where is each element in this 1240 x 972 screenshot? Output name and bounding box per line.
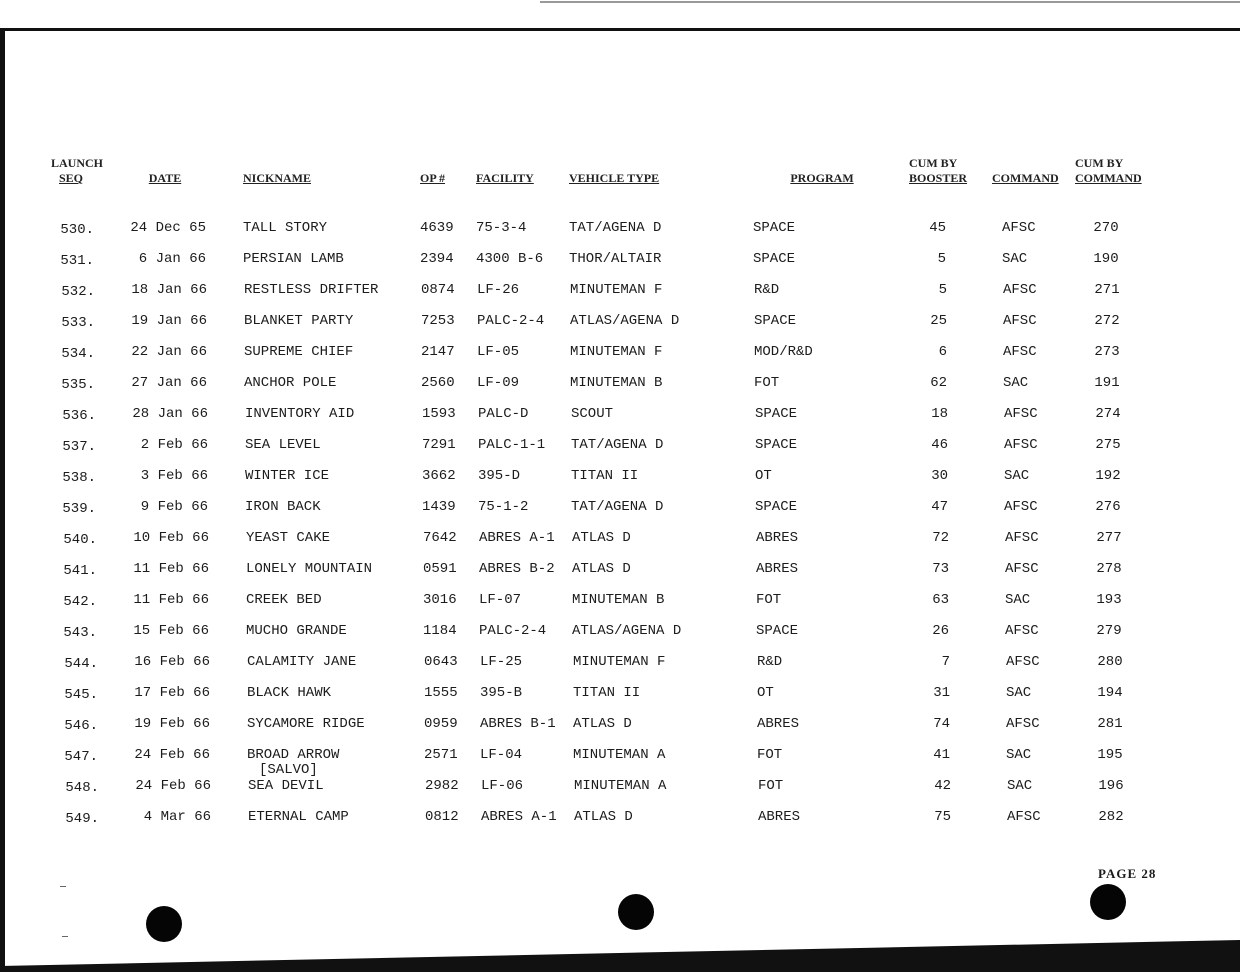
cell-cum-command: 196 [1098, 778, 1124, 794]
cell-cum-booster: 45 [929, 220, 946, 236]
cell-cum-booster: 73 [932, 561, 949, 577]
cell-nickname: TALL STORY [243, 220, 328, 236]
cell-cum-booster: 6 [938, 344, 947, 360]
cell-seq: 530. [60, 222, 94, 238]
cell-facility: LF-05 [477, 344, 520, 360]
cell-program: FOT [757, 747, 783, 763]
cell-cum-command: 270 [1093, 220, 1119, 236]
cell-program: SPACE [753, 220, 796, 236]
cell-nickname: BROAD ARROW [247, 747, 340, 763]
cell-date: 3 Feb 66 [140, 468, 208, 484]
cell-command: AFSC [1003, 313, 1037, 329]
cell-op-number: 4639 [420, 220, 454, 236]
cell-vehicle-type: ATLAS D [574, 809, 633, 825]
cell-nickname: YEAST CAKE [246, 530, 331, 546]
cell-date: 9 Feb 66 [140, 499, 208, 515]
cell-date: 27 Jan 66 [131, 375, 207, 391]
cell-seq: 545. [64, 687, 98, 703]
cell-facility: LF-07 [479, 592, 522, 608]
cell-facility: ABRES B-1 [480, 716, 556, 732]
cell-cum-booster: 74 [933, 716, 950, 732]
scan-edge-line [540, 1, 1240, 3]
cell-cum-booster: 63 [932, 592, 949, 608]
cell-op-number: 0874 [421, 282, 455, 298]
cell-program: ABRES [758, 809, 801, 825]
cell-vehicle-type: THOR/ALTAIR [569, 251, 662, 267]
cell-op-number: 0643 [424, 654, 458, 670]
cell-cum-command: 273 [1094, 344, 1120, 360]
cell-vehicle-type: TAT/AGENA D [571, 499, 664, 515]
cell-cum-command: 271 [1094, 282, 1120, 298]
page-border-bottom [0, 940, 1240, 972]
cell-command: AFSC [1003, 344, 1037, 360]
cell-nickname: BLANKET PARTY [244, 313, 354, 329]
cell-program: ABRES [757, 716, 800, 732]
cell-program: FOT [758, 778, 784, 794]
scan-speck [60, 886, 66, 887]
cell-vehicle-type: ATLAS/AGENA D [570, 313, 680, 329]
cell-vehicle-type: ATLAS/AGENA D [572, 623, 682, 639]
cell-seq: 540. [63, 532, 97, 548]
cell-program: MOD/R&D [754, 344, 813, 360]
cell-cum-command: 195 [1097, 747, 1123, 763]
cell-op-number: 1439 [422, 499, 456, 515]
cell-cum-booster: 62 [930, 375, 947, 391]
cell-program: FOT [756, 592, 782, 608]
cell-cum-command: 277 [1096, 530, 1122, 546]
cell-facility: ABRES A-1 [481, 809, 557, 825]
cell-command: AFSC [1004, 437, 1038, 453]
page-number: PAGE 28 [1098, 866, 1157, 881]
cell-vehicle-type: ATLAS D [573, 716, 632, 732]
cell-vehicle-type: SCOUT [571, 406, 614, 422]
cell-facility: LF-06 [481, 778, 524, 794]
cell-program: FOT [754, 375, 780, 391]
cell-nickname: IRON BACK [245, 499, 321, 515]
cell-seq: 533. [61, 315, 95, 331]
cell-date: 15 Feb 66 [133, 623, 209, 639]
cell-facility: PALC-D [478, 406, 529, 422]
cell-nickname: ANCHOR POLE [244, 375, 337, 391]
cell-nickname: SEA LEVEL [245, 437, 321, 453]
cell-op-number: 1555 [424, 685, 458, 701]
cell-facility: 75-3-4 [476, 220, 527, 236]
binder-hole-center [618, 894, 654, 930]
cell-facility: ABRES B-2 [479, 561, 555, 577]
cell-nickname: SUPREME CHIEF [244, 344, 354, 360]
scan-speck [62, 936, 68, 937]
cell-nickname: BLACK HAWK [247, 685, 332, 701]
cell-op-number: 2571 [424, 747, 458, 763]
header-op-number: OP # [420, 171, 446, 185]
cell-op-number: 2982 [425, 778, 459, 794]
cell-facility: 4300 B-6 [476, 251, 544, 267]
cell-cum-booster: 18 [931, 406, 948, 422]
cell-vehicle-type: MINUTEMAN A [573, 747, 666, 763]
cell-vehicle-type: MINUTEMAN F [570, 344, 663, 360]
cell-op-number: 3662 [422, 468, 456, 484]
cell-vehicle-type: TAT/AGENA D [569, 220, 662, 236]
header-command: COMMAND [992, 171, 1059, 185]
cell-cum-booster: 42 [934, 778, 951, 794]
header-cum-by-booster: CUM BY BOOSTER [909, 156, 968, 185]
cell-command: AFSC [1005, 623, 1039, 639]
cell-vehicle-type: ATLAS D [572, 561, 631, 577]
cell-nickname: MUCHO GRANDE [246, 623, 347, 639]
header-vehicle-type: VEHICLE TYPE [569, 171, 660, 185]
cell-program: R&D [754, 282, 780, 298]
cell-cum-booster: 26 [932, 623, 949, 639]
cell-program: SPACE [755, 437, 798, 453]
page-border-top [0, 28, 1240, 31]
cell-seq: 546. [64, 718, 98, 734]
cell-command: SAC [1005, 592, 1031, 608]
cell-command: AFSC [1005, 530, 1039, 546]
cell-cum-command: 194 [1097, 685, 1123, 701]
cell-seq: 536. [62, 408, 96, 424]
cell-date: 11 Feb 66 [133, 561, 209, 577]
cell-seq: 534. [61, 346, 95, 362]
cell-seq: 537. [62, 439, 96, 455]
cell-cum-booster: 47 [931, 499, 948, 515]
cell-cum-booster: 75 [934, 809, 951, 825]
cell-command: AFSC [1006, 654, 1040, 670]
cell-op-number: 2394 [420, 251, 454, 267]
cell-vehicle-type: TAT/AGENA D [571, 437, 664, 453]
cell-cum-booster: 5 [938, 282, 947, 298]
cell-seq: 541. [63, 563, 97, 579]
cell-seq: 542. [63, 594, 97, 610]
cell-cum-booster: 46 [931, 437, 948, 453]
cell-seq: 538. [62, 470, 96, 486]
cell-command: AFSC [1005, 561, 1039, 577]
cell-vehicle-type: ATLAS D [572, 530, 631, 546]
cell-program: R&D [757, 654, 783, 670]
cell-date: 17 Feb 66 [134, 685, 210, 701]
cell-command: SAC [1004, 468, 1030, 484]
cell-cum-command: 192 [1095, 468, 1121, 484]
cell-command: AFSC [1003, 282, 1037, 298]
cell-vehicle-type: MINUTEMAN A [574, 778, 667, 794]
cell-op-number: 2560 [421, 375, 455, 391]
cell-program: OT [755, 468, 772, 484]
header-program: PROGRAM [790, 171, 854, 185]
cell-program: OT [757, 685, 774, 701]
cell-date: 4 Mar 66 [143, 809, 211, 825]
cell-facility: 75-1-2 [478, 499, 529, 515]
cell-cum-command: 280 [1097, 654, 1123, 670]
cell-vehicle-type: MINUTEMAN F [573, 654, 666, 670]
cell-program: ABRES [756, 530, 799, 546]
cell-date: 28 Jan 66 [132, 406, 208, 422]
cell-op-number: 0591 [423, 561, 457, 577]
cell-program: ABRES [756, 561, 799, 577]
cell-seq: 544. [64, 656, 98, 672]
cell-cum-command: 274 [1095, 406, 1121, 422]
cell-date: 2 Feb 66 [140, 437, 208, 453]
page-border-left [0, 28, 5, 972]
cell-seq: 532. [61, 284, 95, 300]
cell-cum-command: 190 [1093, 251, 1119, 267]
cell-nickname-line2: [SALVO] [259, 762, 318, 778]
cell-facility: LF-26 [477, 282, 520, 298]
cell-seq: 539. [62, 501, 96, 517]
cell-nickname: CALAMITY JANE [247, 654, 357, 670]
cell-date: 6 Jan 66 [138, 251, 206, 267]
cell-date: 24 Feb 66 [135, 778, 211, 794]
cell-command: AFSC [1004, 406, 1038, 422]
cell-cum-command: 279 [1096, 623, 1122, 639]
cell-nickname: CREEK BED [246, 592, 322, 608]
cell-op-number: 1593 [422, 406, 456, 422]
cell-op-number: 7291 [422, 437, 456, 453]
cell-nickname: SEA DEVIL [248, 778, 324, 794]
cell-op-number: 7642 [423, 530, 457, 546]
cell-vehicle-type: MINUTEMAN B [572, 592, 665, 608]
cell-seq: 548. [65, 780, 99, 796]
cell-cum-command: 282 [1098, 809, 1124, 825]
cell-command: AFSC [1004, 499, 1038, 515]
cell-vehicle-type: TITAN II [571, 468, 639, 484]
cell-cum-command: 276 [1095, 499, 1121, 515]
cell-program: SPACE [754, 313, 797, 329]
cell-op-number: 3016 [423, 592, 457, 608]
header-cum-by-command: CUM BY COMMAND [1075, 156, 1142, 185]
cell-cum-booster: 41 [933, 747, 950, 763]
cell-command: AFSC [1002, 220, 1036, 236]
cell-cum-command: 275 [1095, 437, 1121, 453]
cell-cum-command: 272 [1094, 313, 1120, 329]
cell-command: AFSC [1006, 716, 1040, 732]
cell-seq: 543. [63, 625, 97, 641]
cell-op-number: 1184 [423, 623, 457, 639]
cell-nickname: INVENTORY AID [245, 406, 355, 422]
cell-vehicle-type: MINUTEMAN F [570, 282, 663, 298]
cell-cum-command: 281 [1097, 716, 1123, 732]
header-date: DATE [148, 171, 182, 185]
cell-facility: 395-B [480, 685, 523, 701]
cell-date: 24 Dec 65 [130, 220, 206, 236]
cell-command: SAC [1007, 778, 1033, 794]
cell-facility: PALC-1-1 [478, 437, 546, 453]
cell-op-number: 0959 [424, 716, 458, 732]
binder-hole-left [146, 906, 182, 942]
cell-program: SPACE [755, 499, 798, 515]
cell-cum-booster: 7 [941, 654, 950, 670]
cell-nickname: LONELY MOUNTAIN [246, 561, 373, 577]
cell-cum-command: 278 [1096, 561, 1122, 577]
cell-command: SAC [1002, 251, 1028, 267]
cell-date: 18 Jan 66 [131, 282, 207, 298]
cell-op-number: 2147 [421, 344, 455, 360]
cell-date: 16 Feb 66 [134, 654, 210, 670]
cell-cum-command: 191 [1094, 375, 1120, 391]
cell-date: 24 Feb 66 [134, 747, 210, 763]
cell-date: 11 Feb 66 [133, 592, 209, 608]
cell-facility: ABRES A-1 [479, 530, 555, 546]
cell-cum-booster: 25 [930, 313, 947, 329]
cell-cum-booster: 72 [932, 530, 949, 546]
cell-command: SAC [1003, 375, 1029, 391]
cell-seq: 547. [64, 749, 98, 765]
cell-program: SPACE [753, 251, 796, 267]
header-nickname: NICKNAME [243, 171, 311, 185]
cell-vehicle-type: TITAN II [573, 685, 641, 701]
cell-date: 19 Feb 66 [134, 716, 210, 732]
cell-cum-booster: 31 [933, 685, 950, 701]
cell-facility: PALC-2-4 [477, 313, 545, 329]
cell-cum-booster: 5 [937, 251, 946, 267]
cell-vehicle-type: MINUTEMAN B [570, 375, 663, 391]
cell-command: AFSC [1007, 809, 1041, 825]
cell-seq: 535. [61, 377, 95, 393]
cell-facility: LF-25 [480, 654, 523, 670]
cell-nickname: WINTER ICE [245, 468, 330, 484]
header-launch-seq: LAUNCH SEQ [51, 156, 104, 185]
cell-nickname: RESTLESS DRIFTER [244, 282, 379, 298]
cell-command: SAC [1006, 685, 1032, 701]
cell-program: SPACE [755, 406, 798, 422]
cell-cum-booster: 30 [931, 468, 948, 484]
header-facility: FACILITY [476, 171, 534, 185]
cell-seq: 549. [65, 811, 99, 827]
cell-facility: LF-09 [477, 375, 520, 391]
cell-cum-command: 193 [1096, 592, 1122, 608]
cell-nickname: PERSIAN LAMB [243, 251, 344, 267]
cell-nickname: SYCAMORE RIDGE [247, 716, 365, 732]
cell-date: 22 Jan 66 [131, 344, 207, 360]
binder-hole-right [1090, 884, 1126, 920]
cell-date: 10 Feb 66 [133, 530, 209, 546]
cell-program: SPACE [756, 623, 799, 639]
cell-command: SAC [1006, 747, 1032, 763]
cell-facility: LF-04 [480, 747, 523, 763]
cell-facility: 395-D [478, 468, 521, 484]
cell-date: 19 Jan 66 [131, 313, 207, 329]
cell-nickname: ETERNAL CAMP [248, 809, 349, 825]
cell-op-number: 0812 [425, 809, 459, 825]
cell-facility: PALC-2-4 [479, 623, 547, 639]
cell-op-number: 7253 [421, 313, 455, 329]
cell-seq: 531. [60, 253, 94, 269]
